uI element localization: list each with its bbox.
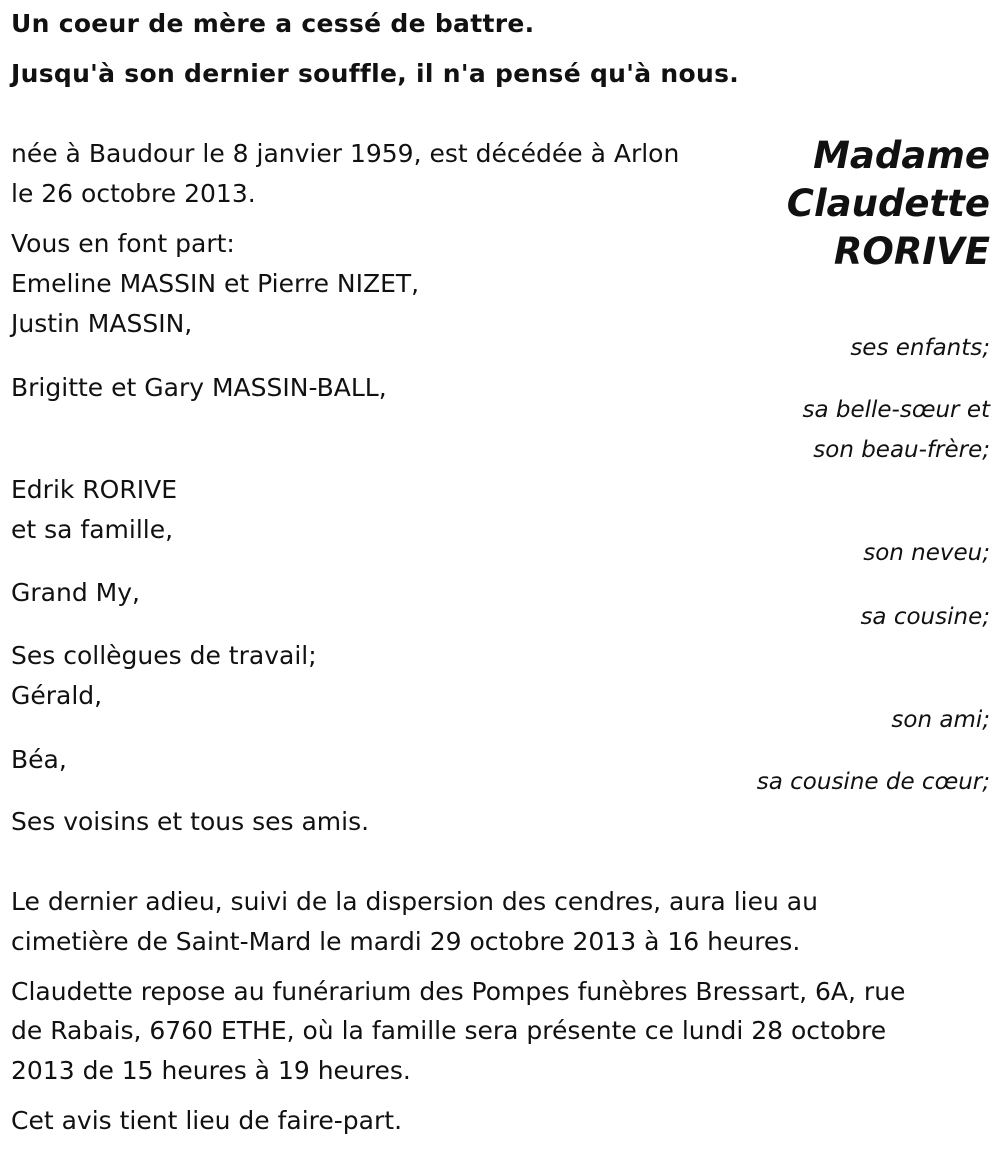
family-line: Ses collègues de travail; [11, 641, 317, 670]
relation-label: sa cousine; [860, 604, 990, 630]
deceased-first-name: Claudette [786, 182, 990, 225]
family-line: Emeline MASSIN et Pierre NIZET, [11, 269, 420, 298]
deceased-title: Madame [813, 134, 990, 177]
intro-line-1: née à Baudour le 8 janvier 1959, est décédée à Arlon [11, 139, 680, 168]
family-line: et sa famille, [11, 515, 174, 544]
family-line: Béa, [11, 745, 67, 774]
intro-line-2: le 26 octobre 2013. [11, 179, 256, 208]
relation-label: son ami; [891, 707, 990, 733]
ceremony-line: Claudette repose au funérarium des Pompes funèbres Bressart, 6A, rue [11, 977, 906, 1006]
closing-note: Cet avis tient lieu de faire-part. [11, 1106, 403, 1135]
header-line-2: Jusqu'à son dernier souffle, il n'a pensé qu'à nous. [11, 59, 740, 88]
family-intro: Vous en font part: [11, 229, 235, 258]
relation-label: ses enfants; [850, 335, 990, 361]
ceremony-line: 2013 de 15 heures à 19 heures. [11, 1056, 411, 1085]
family-line: Edrik RORIVE [11, 475, 178, 504]
relation-label: son neveu; [863, 540, 990, 566]
ceremony-line: de Rabais, 6760 ETHE, où la famille sera présente ce lundi 28 octobre [11, 1016, 887, 1045]
relation-label: sa belle-sœur et [802, 397, 990, 423]
family-line: Ses voisins et tous ses amis. [11, 807, 370, 836]
family-line: Grand My, [11, 578, 140, 607]
ceremony-line: Le dernier adieu, suivi de la dispersion des cendres, aura lieu au [11, 887, 818, 916]
family-line: Brigitte et Gary MASSIN-BALL, [11, 373, 387, 402]
relation-label: son beau-frère; [813, 437, 990, 463]
ceremony-line: cimetière de Saint-Mard le mardi 29 octobre 2013 à 16 heures. [11, 927, 801, 956]
deceased-last-name: RORIVE [833, 230, 990, 273]
family-line: Justin MASSIN, [11, 309, 193, 338]
family-line: Gérald, [11, 681, 103, 710]
header-line-1: Un coeur de mère a cessé de battre. [11, 9, 535, 38]
relation-label: sa cousine de cœur; [756, 769, 990, 795]
